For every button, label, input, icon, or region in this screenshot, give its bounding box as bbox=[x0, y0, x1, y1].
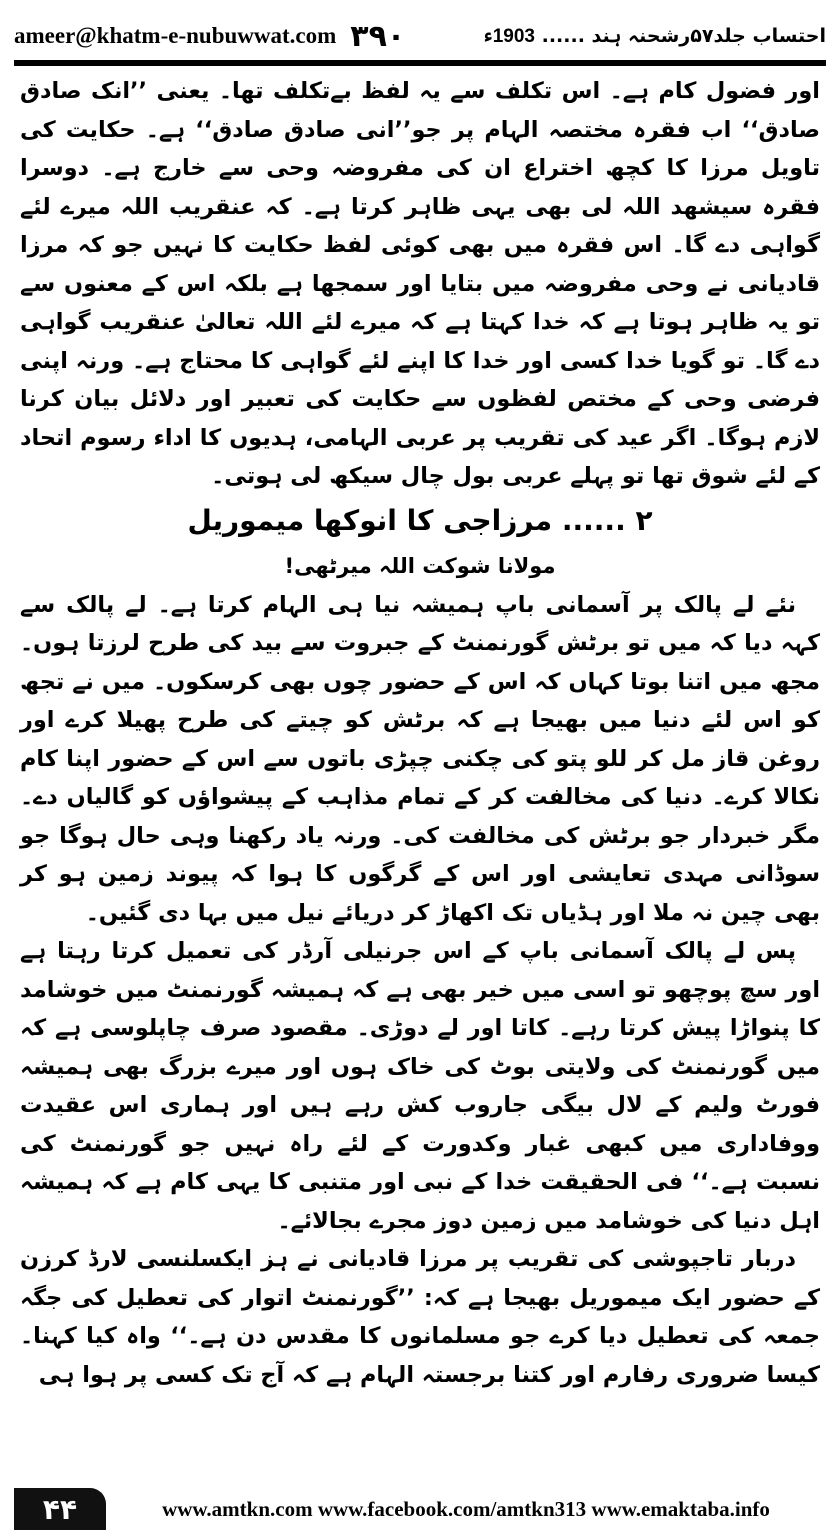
text-line: مقدس دن ہے۔‘‘ واہ کیا کہنا۔ کیسا ضروری رفارم اور کتنا برجستہ الہام ہے کہ آج تک کسی پر ہوا ہی bbox=[20, 1323, 820, 1388]
page-header bbox=[14, 14, 826, 58]
header-left bbox=[14, 19, 405, 54]
text-line: مفروضہ وحی سے خارج ہے۔ دوسرا فقرہ سیشھد اللہ لی بھی یہی ظاہر کرتا ہے۔ کہ عنقریب اللہ bbox=[20, 155, 821, 220]
text-line: اور ہڈیاں تک اکھاڑ کر دریائے نیل میں بہا دی گئیں۔ bbox=[85, 899, 646, 926]
text-line: اور فضول کام ہے۔ اس تکلف سے یہ لفظ بےتکلف تھا۔ یعنی ’’انک صادق صادق‘‘ اب فقرہ bbox=[20, 78, 821, 143]
footer-page-badge: ۴۴ bbox=[14, 1488, 106, 1530]
paragraph-3 bbox=[20, 932, 820, 1240]
text-line: کام ہے کہ ہمیشہ اہل دنیا کی خوشامد میں زمین دوز مجرے بجالائے۔ bbox=[20, 1169, 820, 1234]
text-line: نئے لے پالک پر آسمانی باپ ہمیشہ نیا ہی الہام کرتا ہے۔ لے پالک سے کہہ دیا کہ bbox=[20, 591, 821, 656]
text-line: غبار وکدورت کے لئے راہ نہیں جو گورنمنٹ کی نسبت ہے۔‘‘ فی الحقیقت خدا کے نبی اور متنبی کا یہی bbox=[20, 1130, 821, 1195]
header-email[interactable]: ameer@khatm-e-nubuwwat.com bbox=[14, 23, 337, 48]
text-line: میں خیر بھی ہے کہ ہمیشہ گورنمنٹ میں خوشامد کا پنواڑا پیش کرتا رہے۔ کاتا اور لے دوڑی۔ مقصود bbox=[20, 976, 820, 1041]
page-footer bbox=[14, 1486, 826, 1532]
author-line: مولانا شوکت اللہ میرٹھی! bbox=[284, 553, 556, 578]
text-line: میموریل بھیجا ہے کہ: ’’گورنمنٹ اتوار کی تعطیل کی جگہ جمعہ کی تعطیل دیا کرے جو مسلمانوں کا bbox=[20, 1284, 821, 1349]
book-year: 1903ء bbox=[483, 25, 535, 47]
text-line: رکھنا وہی حال ہوگا جو سوڈانی مہدی تعایشی اور اس کے گرگوں کا ہوا کہ پیوند زمین ہو کر بھی چین نہ ملا bbox=[20, 822, 820, 926]
footer-links[interactable]: www.amtkn.com www.facebook.com/amtkn313 www.emaktaba.info bbox=[162, 1496, 770, 1521]
text-line: کرے اور روغن قاز مل کر للو پتو کی چکنی چپڑی باتوں سے اس کے حضور اپنا کام نکالا کرے۔ دنیا کی bbox=[20, 707, 821, 810]
paragraph-2 bbox=[20, 586, 820, 933]
text-line: مختصہ الہام پر جو’’انی صادق صادق‘‘ ہے۔ حکایت کی تاویل مرزا کا کچھ اختراع ان کی bbox=[20, 116, 820, 181]
text-line: دربار تاجپوشی کی تقریب پر مرزا قادیانی نے ہز ایکسلنسی لارڈ کرزن کے حضور ایک bbox=[20, 1246, 820, 1311]
text-line: فرضی وحی کے مختص لفظوں سے حکایت کی تعبیر اور دلائل بیان کرنا لازم ہوگا۔ اگر عید کی تقریب پر bbox=[20, 386, 821, 451]
text-line: مخالفت کر کے تمام مذاہب کے پیشواؤں کو گالیاں دے۔ مگر خبردار جو برٹش کی مخالفت کی۔ ورنہ یاد bbox=[20, 784, 821, 849]
text-line: عربی الہامی، ہدیوں کا اداء رسوم اتحاد کے لئے شوق تھا تو پہلے عربی بول چال سیکھ لی ہوتی۔ bbox=[20, 424, 820, 489]
text-line: میرے لئے گواہی دے گا۔ اس فقرہ میں بھی کوئی لفظ حکایت کا نہیں جو کہ مرزا قادیانی نے وحی bbox=[20, 193, 821, 297]
page-body bbox=[20, 72, 820, 1472]
header-rule bbox=[14, 60, 826, 66]
page-number: ۳۹۰ bbox=[350, 18, 406, 54]
text-line: میں تو برٹش گورنمنٹ کے جبروت سے بید کی طرح لرزتا ہوں۔ مجھ میں اتنا بوتا کہاں کہ اس کے bbox=[20, 630, 820, 695]
paragraph-1 bbox=[20, 72, 820, 496]
text-line: پس لے پالک آسمانی باپ کے اس جرنیلی آرڈر کی تعمیل کرتا رہتا ہے اور سچ پوچھو تو اسی bbox=[20, 938, 821, 1003]
section-title: ۲ ...... مرزاجی کا انوکھا میموریل bbox=[187, 503, 653, 537]
text-line: فورٹ ولیم کے لال بیگی جاروب کش رہے ہیں اور ہماری اس عقیدت ووفاداری میں کبھی bbox=[20, 1092, 820, 1157]
text-line: اللہ تعالیٰ عنقریب گواہی دے گا۔ تو گویا خدا کسی اور خدا کا اپنے لئے گواہی کا محتاج ہے۔ ورنہ اپنی bbox=[20, 309, 820, 374]
paragraph-4 bbox=[20, 1240, 820, 1394]
book-title: احتساب جلد۵۷رشحنہ ہند ...... bbox=[535, 24, 826, 47]
running-title bbox=[484, 25, 826, 48]
text-line: حضور چوں بھی کرسکوں۔ میں نے تجھ کو اس لئے دنیا میں بھیجا ہے کہ برٹش کو چیتے کی طرح پھیلا bbox=[20, 668, 820, 733]
text-line: مفروضہ میں بتایا اور سمجھا ہے بلکہ اس کے معنوں سے تو یہ ظاہر ہوتا ہے کہ خدا کہتا ہے کہ میرے لئے bbox=[20, 270, 821, 335]
text-line: صرف چاپلوسی ہے کہ میں گورنمنٹ کی ولایتی بوٹ کی خاک ہوں اور میرے بزرگ بھی ہمیشہ bbox=[20, 1015, 820, 1080]
